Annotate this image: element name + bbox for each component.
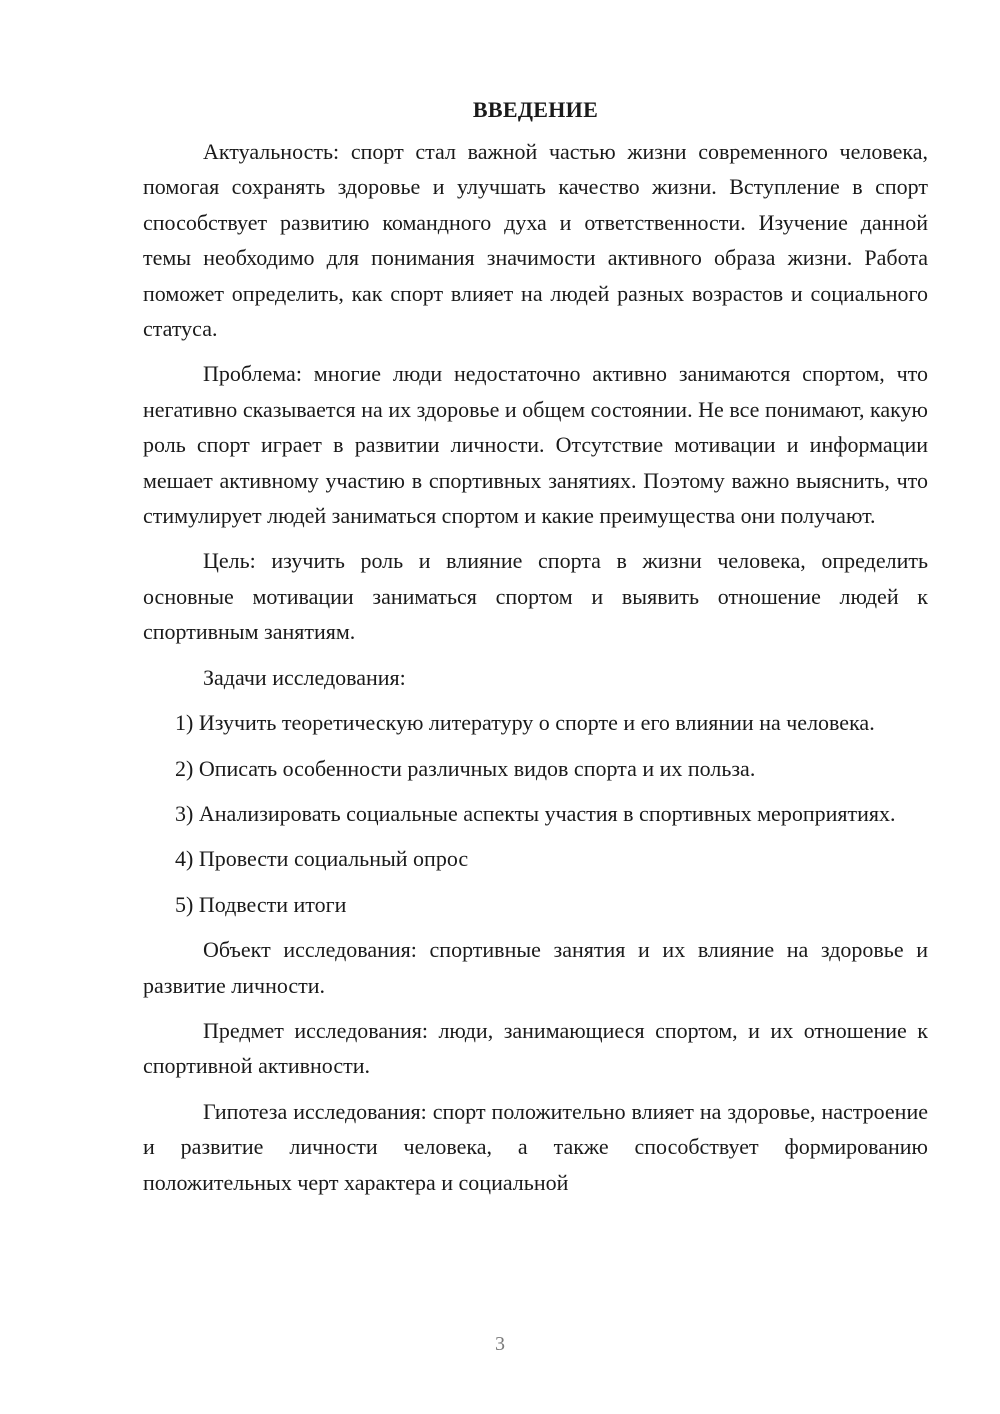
section-title: ВВЕДЕНИЕ [472, 97, 599, 122]
hypothesis-paragraph: Гипотеза исследования: спорт положительно влияет на здоровье, настроение и развитие личности человека, а также способствует формированию положительных черт характера и социальной [143, 1098, 928, 1195]
object-paragraph: Объект исследования: спортивные занятия и их влияние на здоровье и развитие личности. [143, 937, 928, 998]
subject-paragraph: Предмет исследования: люди, занимающиеся спортом, и их отношение к спортивной активности. [143, 1017, 928, 1079]
problem-paragraph: Проблема: многие люди недостаточно активно занимаются спортом, что негативно сказывается на их здоровье и общем состоянии. Не все понимают, какую роль спорт играет в развитии личности. Отсутствие мотивации и информации мешает активному участию в спортивных занятиях. Поэтому важно выяснить, что стимулирует людей заниматься спортом и какие преимущества они получают. [143, 361, 928, 529]
relevance-paragraph: Актуальность: спорт стал важной частью жизни современного человека, помогая сохранять здоровье и улучшать качество жизни. Вступление в спорт способствует развитию командного духа и ответственности. Изучение данной темы необходимо для понимания значимости активного образа жизни. Работа поможет определить, как спорт влияет на людей разных возрастов и социального статуса. [143, 139, 928, 342]
document-page [143, 90, 928, 1210]
task-item-5: 5) Подвести итоги [175, 891, 347, 917]
task-item-1: 1) Изучить теоретическую литературу о спорте и его влиянии на человека. [175, 710, 875, 736]
tasks-heading: Задачи исследования: [203, 664, 406, 690]
task-item-2: 2) Описать особенности различных видов спорта и их польза. [175, 755, 756, 781]
task-item-3: 3) Анализировать социальные аспекты участия в спортивных мероприятиях. [175, 800, 896, 826]
goal-paragraph: Цель: изучить роль и влияние спорта в жизни человека, определить основные мотивации заниматься спортом и выявить отношение людей к спортивным занятиям. [143, 548, 928, 645]
page-number: 3 [495, 1333, 505, 1355]
task-item-4: 4) Провести социальный опрос [175, 846, 469, 872]
